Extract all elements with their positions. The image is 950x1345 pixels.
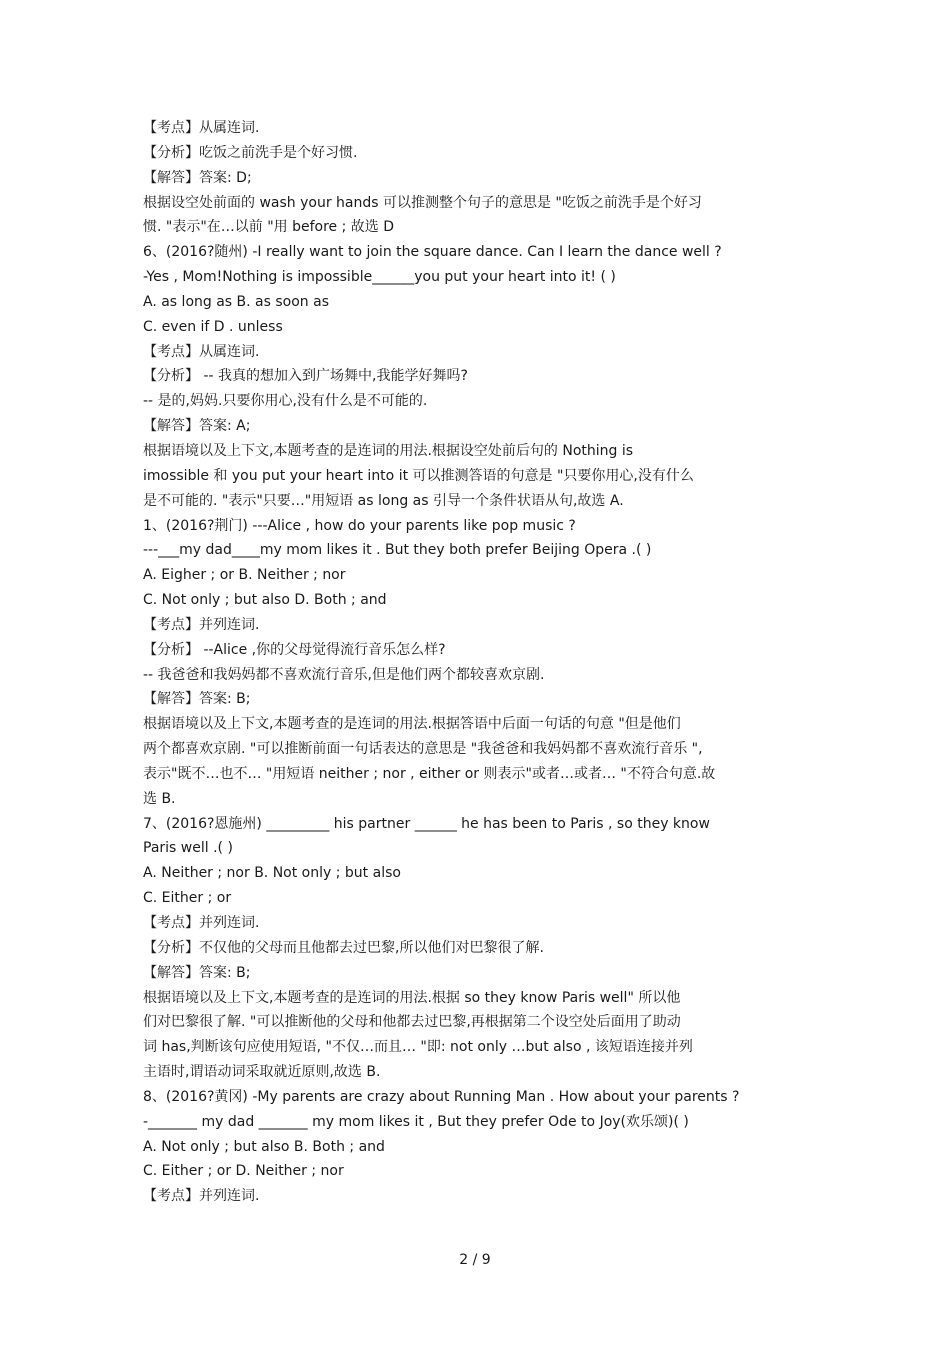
text-line: 【分析】吃饭之前洗手是个好习惯. xyxy=(143,144,358,161)
text-line: -- 是的,妈妈.只要你用心,没有什么是不可能的. xyxy=(143,393,428,410)
text-line: 【分析】 -- 我真的想加入到广场舞中,我能学好舞吗? xyxy=(143,368,468,385)
text-line: Paris well .( ) xyxy=(143,840,233,857)
text-line: 【分析】不仅他的父母而且他都去过巴黎,所以他们对巴黎很了解. xyxy=(143,939,544,956)
text-line: ---___my dad____my mom likes it . But they both prefer Beijing Opera .( ) xyxy=(143,542,652,559)
text-line: 主语时,谓语动词采取就近原则,故选 B. xyxy=(143,1064,381,1081)
text-line: 根据设空处前面的 wash your hands 可以推测整个句子的意思是 "吃饭之前洗手是个好习 xyxy=(143,194,702,211)
text-line: 两个都喜欢京剧. "可以推断前面一句话表达的意思是 "我爸爸和我妈妈都不喜欢流行音乐 ", xyxy=(143,741,703,758)
text-line: 根据语境以及上下文,本题考查的是连词的用法.根据答语中后面一句话的句意 "但是他们 xyxy=(143,716,681,733)
text-line: A. Not only ; but also B. Both ; and xyxy=(143,1138,385,1155)
text-line: C. Either ; or D. Neither ; nor xyxy=(143,1163,344,1180)
text-line: 根据语境以及上下文,本题考查的是连词的用法.根据设空处前后句的 Nothing is xyxy=(143,442,634,459)
text-line: 【解答】答案: D; xyxy=(143,169,252,186)
text-line: 惯. "表示"在…以前 "用 before ; 故选 D xyxy=(143,219,395,236)
text-line: 根据语境以及上下文,本题考查的是连词的用法.根据 so they know Paris well" 所以他 xyxy=(143,989,681,1006)
text-line: A. Eigher ; or B. Neither ; nor xyxy=(143,567,346,584)
text-line: A. Neither ; nor B. Not only ; but also xyxy=(143,865,401,882)
text-line: 选 B. xyxy=(143,790,176,807)
text-line: C. Either ; or xyxy=(143,890,232,907)
text-line: 【考点】从属连词. xyxy=(143,120,260,136)
text-line: 8、(2016?黄冈) -My parents are crazy about Running Man . How about your parents ? xyxy=(143,1088,740,1105)
text-line: C. even if D . unless xyxy=(143,318,283,335)
text-line: -Yes , Mom!Nothing is impossible______you put your heart into it! ( ) xyxy=(143,269,616,286)
text-line: imossible 和 you put your heart into it 可以推测答语的句意是 "只要你用心,没有什么 xyxy=(143,467,694,484)
document-body xyxy=(143,116,808,1209)
page-number: 2 / 9 xyxy=(459,1252,491,1268)
text-line: 【考点】并列连词. xyxy=(143,915,260,931)
text-line: 词 has,判断该句应使用短语, "不仅…而且… "即: not only …but also , 该短语连接并列 xyxy=(143,1039,693,1056)
text-line: C. Not only ; but also D. Both ; and xyxy=(143,592,387,609)
text-line: 【考点】从属连词. xyxy=(143,343,260,360)
text-line: 7、(2016?恩施州) _________ his partner ______ he has been to Paris , so they know xyxy=(143,815,710,832)
text-line: 表示"既不…也不… "用短语 neither ; nor , either or 则表示"或者…或者… "不符合句意.故 xyxy=(143,765,716,782)
text-line: 【分析】 --Alice ,你的父母觉得流行音乐怎么样? xyxy=(143,641,446,658)
text-line: -_______ my dad _______ my mom likes it , But they prefer Ode to Joy(欢乐颂)( ) xyxy=(143,1113,689,1130)
text-line: 【考点】并列连词. xyxy=(143,616,260,633)
text-line: A. as long as B. as soon as xyxy=(143,293,329,310)
text-line: 【解答】答案: B; xyxy=(143,691,251,708)
text-line: 们对巴黎很了解. "可以推断他的父母和他都去过巴黎,再根据第二个设空处后面用了助动 xyxy=(143,1014,681,1031)
text-line: 是不可能的. "表示"只要…"用短语 as long as 引导一个条件状语从句,故选 A. xyxy=(143,492,624,509)
text-line: 【解答】答案: B; xyxy=(143,964,251,981)
text-line: -- 我爸爸和我妈妈都不喜欢流行音乐,但是他们两个都较喜欢京剧. xyxy=(143,666,545,683)
text-line: 6、(2016?随州) -I really want to join the square dance. Can I learn the dance well ? xyxy=(143,244,722,261)
text-line: 1、(2016?荆门) ---Alice , how do your parents like pop music ? xyxy=(143,517,576,534)
text-line: 【考点】并列连词. xyxy=(143,1188,260,1205)
text-line: 【解答】答案: A; xyxy=(143,418,251,435)
